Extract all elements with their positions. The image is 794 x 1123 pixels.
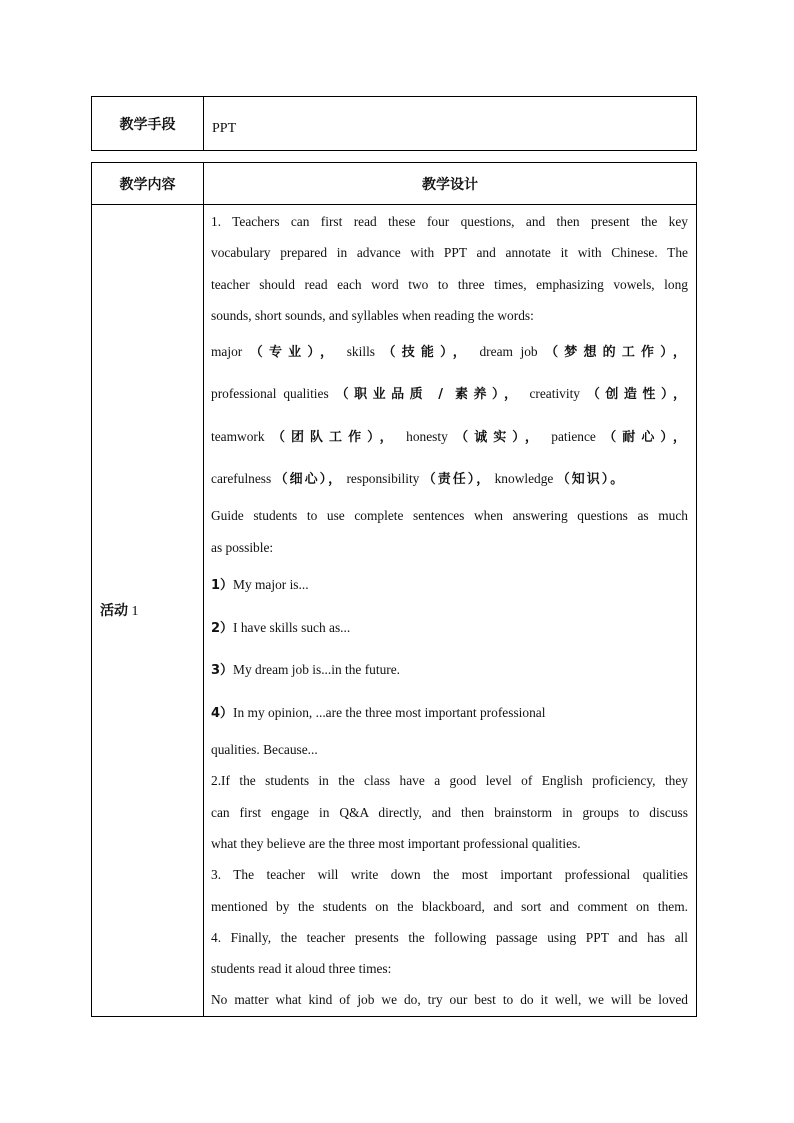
question-number: 3） — [211, 663, 234, 679]
vocab-word: responsibility — [346, 471, 420, 487]
activity-number: 1 — [131, 604, 139, 620]
question-number: 1） — [211, 578, 234, 594]
vocab-word: knowledge — [494, 471, 554, 487]
vocab-line — [211, 416, 688, 458]
step3-line: mentioned by the students on the blackboard, and sort and comment on them. — [211, 898, 688, 914]
vocab-gloss: （梦想的工作）， — [545, 345, 688, 361]
question-item — [211, 692, 688, 735]
design-content — [204, 205, 697, 1017]
step1-line: 1. Teachers can first read these four questions, and then present the key — [211, 214, 688, 229]
vocab-gloss: （创造性）， — [586, 387, 688, 403]
teaching-design-table — [91, 162, 697, 1017]
teaching-method-value: PPT — [204, 97, 697, 151]
step4-line: 4. Finally, the teacher presents the following passage using PPT and has all — [211, 929, 688, 945]
vocab-word: dream job — [479, 344, 538, 360]
vocab-word: creativity — [529, 386, 580, 402]
header-teaching-content: 教学内容 — [92, 163, 204, 205]
step3-line: 3. The teacher will write down the most important professional qualities — [211, 867, 688, 883]
activity-label: 活动 — [100, 603, 128, 620]
vocab-gloss: （专业）， — [249, 345, 340, 361]
vocab-gloss: （责任）， — [422, 472, 492, 488]
step2-line: can first engage in Q&A directly, and then brainstorm in groups to discuss — [211, 804, 688, 820]
header-teaching-design: 教学设计 — [204, 163, 697, 205]
question-item — [211, 649, 688, 692]
question-text: I have skills such as... — [233, 619, 351, 635]
step2-line: what they believe are the three most important professional qualities. — [211, 835, 581, 851]
vocab-line — [211, 458, 688, 500]
vocab-word: patience — [551, 428, 596, 444]
question-number: 4） — [211, 705, 234, 721]
vocab-line — [211, 373, 688, 415]
vocab-gloss: （耐心）， — [603, 429, 688, 445]
question-text: My dream job is...in the future. — [233, 662, 401, 678]
question-item — [211, 607, 688, 650]
vocab-word: skills — [346, 344, 375, 360]
vocab-gloss: （技能）， — [382, 345, 472, 361]
question-text: My major is... — [233, 577, 309, 593]
vocab-gloss: （诚实）， — [455, 429, 544, 445]
vocab-gloss: （知识）。 — [556, 472, 626, 488]
vocab-gloss: （职业品质 / 素养）， — [335, 387, 523, 403]
vocab-word: honesty — [406, 428, 448, 444]
step2-line: 2.If the students in the class have a good level of English proficiency, they — [211, 773, 688, 789]
vocab-word: professional qualities — [211, 386, 329, 402]
vocab-word: teamwork — [211, 428, 265, 444]
guide-line: Guide students to use complete sentences when answering questions as much — [211, 508, 688, 524]
teaching-method-label: 教学手段 — [92, 97, 204, 151]
vocab-word: carefulness — [211, 471, 272, 487]
vocab-word: major — [211, 344, 243, 360]
teaching-method-table — [91, 96, 697, 151]
activity-cell — [92, 205, 204, 1017]
vocab-gloss: （团队工作）， — [271, 429, 399, 445]
step1-line: vocabulary prepared in advance with PPT and annotate it with Chinese. The — [211, 245, 688, 261]
step1-line: teacher should read each word two to three times, emphasizing vowels, long — [211, 276, 688, 292]
vocab-line — [211, 331, 688, 373]
vocab-gloss: （细心）， — [274, 472, 344, 488]
question-text: In my opinion, ...are the three most important professional — [233, 704, 546, 720]
passage-line: No matter what kind of job we do, try our best to do it well, we will be loved — [211, 992, 688, 1008]
guide-line: as possible: — [211, 540, 274, 556]
question-number: 2） — [211, 620, 234, 636]
question-item — [211, 564, 688, 607]
step4-line: students read it aloud three times: — [211, 961, 392, 977]
question-continuation: qualities. Because... — [211, 742, 318, 758]
step1-line: sounds, short sounds, and syllables when reading the words: — [211, 307, 534, 323]
